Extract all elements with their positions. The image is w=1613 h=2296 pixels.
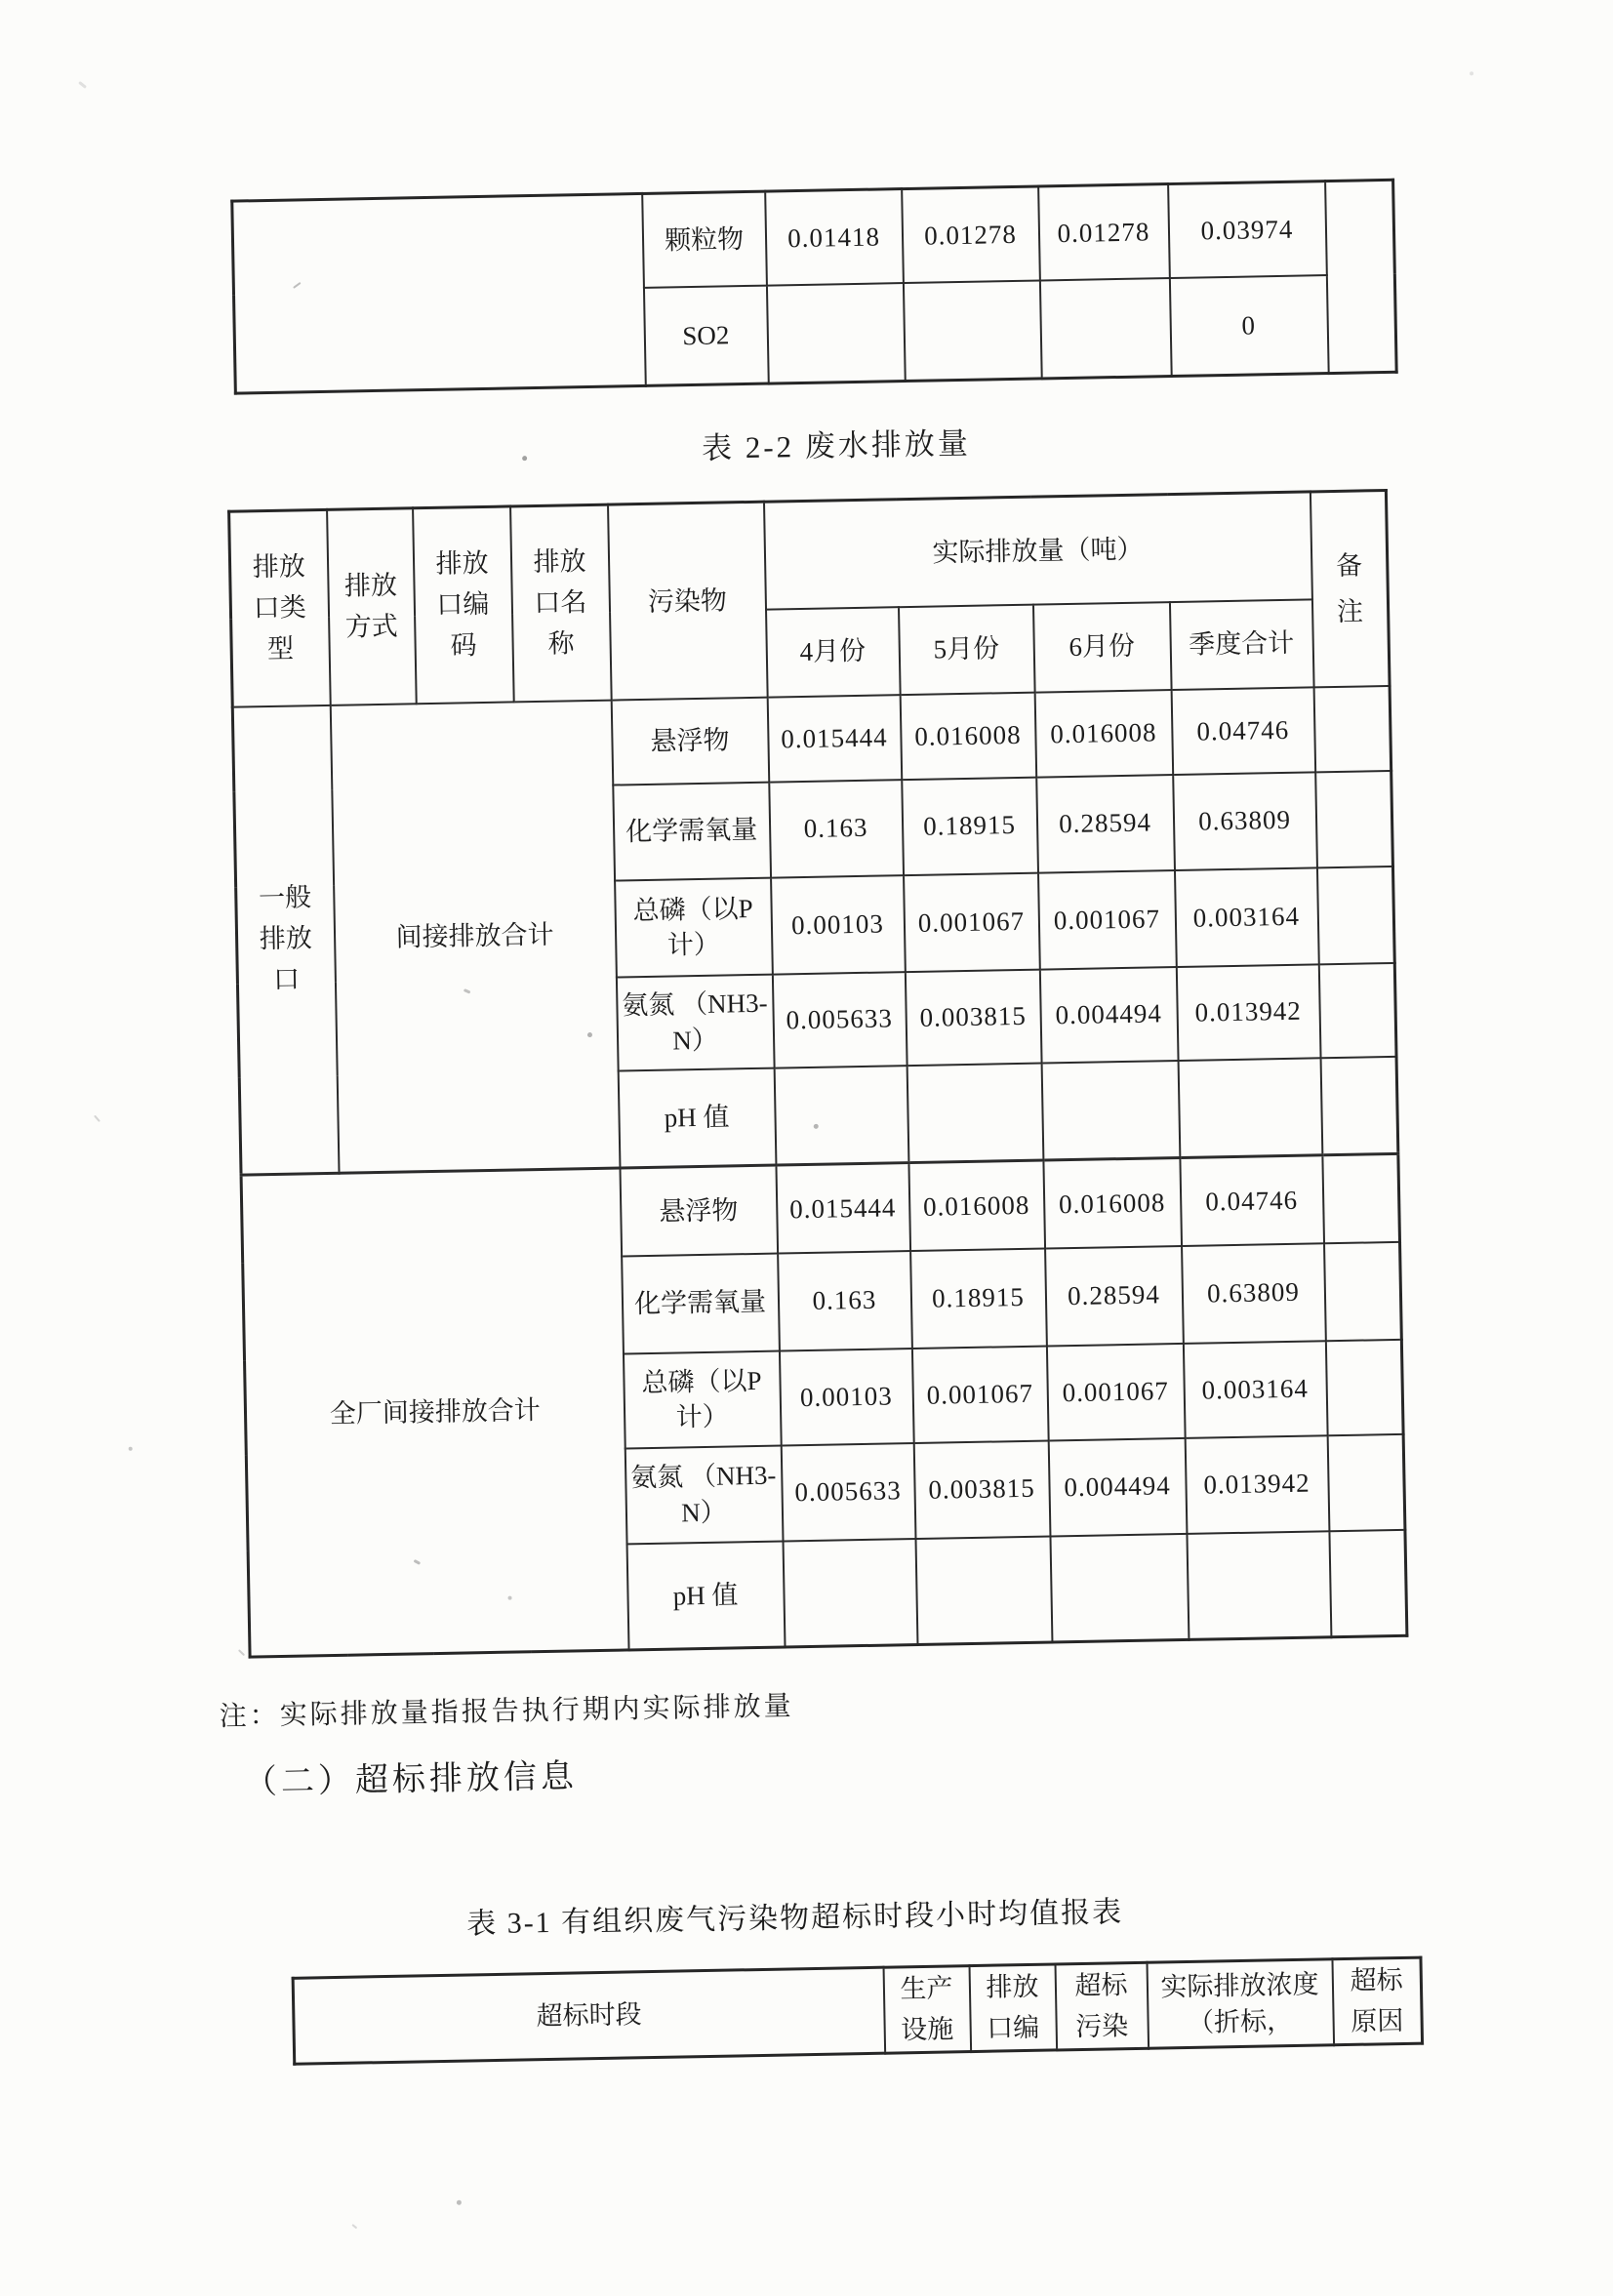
table2-2-title: 表 2-2 废水排放量 bbox=[701, 425, 972, 465]
remark-cell bbox=[1320, 1056, 1398, 1154]
value-cell: 0.003815 bbox=[905, 969, 1041, 1066]
header-actual-amount: 实际排放量（吨） bbox=[763, 492, 1311, 609]
header-outlet-code bbox=[969, 1964, 1057, 2052]
pollutant-cell: 总磷（以P计） bbox=[623, 1350, 781, 1448]
pollutant-cell: pH 值 bbox=[618, 1067, 776, 1168]
value-cell: 0.005633 bbox=[772, 972, 907, 1067]
wastewater-discharge-table bbox=[227, 489, 1408, 1659]
value-cell bbox=[1187, 1531, 1331, 1640]
remark-cell bbox=[1313, 685, 1391, 771]
remark-cell bbox=[1318, 962, 1396, 1057]
value-cell: 0.001067 bbox=[1038, 870, 1177, 970]
header-discharge-method bbox=[327, 508, 417, 705]
header-outlet-code-label: 排放口编 bbox=[986, 1971, 1040, 2043]
value-cell bbox=[766, 283, 905, 384]
header-exceedance-period: 超标时段 bbox=[293, 1967, 885, 2064]
header-discharge-method-label: 排放方式 bbox=[343, 570, 399, 642]
remark-cell bbox=[1315, 770, 1393, 866]
value-cell: 0.01418 bbox=[765, 189, 904, 286]
group-label-cell: 全厂间接排放合计 bbox=[241, 1168, 628, 1657]
value-cell: 0.003815 bbox=[913, 1440, 1050, 1539]
value-cell bbox=[774, 1066, 908, 1165]
header-month-june: 6月份 bbox=[1032, 602, 1171, 693]
remark-cell bbox=[1324, 1241, 1402, 1340]
value-cell: 0.18915 bbox=[910, 1248, 1047, 1349]
group-label-cell: 间接排放合计 bbox=[330, 700, 620, 1173]
value-cell: 0 bbox=[1169, 275, 1328, 377]
value-cell: 0.01278 bbox=[902, 186, 1040, 283]
value-cell: 0.016008 bbox=[908, 1160, 1045, 1251]
empty-merged-cell bbox=[232, 193, 646, 393]
value-cell: 0.013942 bbox=[1185, 1435, 1329, 1534]
scan-speck bbox=[94, 1115, 101, 1122]
header-outlet-code-label: 排放口编码 bbox=[435, 547, 490, 661]
value-cell: 0.016008 bbox=[1043, 1157, 1182, 1248]
value-cell: 0.001067 bbox=[911, 1346, 1048, 1443]
value-cell bbox=[915, 1536, 1052, 1645]
pollutant-cell: 颗粒物 bbox=[642, 191, 767, 287]
value-cell: 0.015444 bbox=[767, 695, 902, 782]
scan-speck bbox=[351, 2224, 357, 2229]
scan-speck bbox=[587, 1032, 592, 1037]
outlet-type-label: 一般排放口 bbox=[258, 882, 313, 995]
header-remark-label: 备注 bbox=[1335, 549, 1364, 626]
header-month-april: 4月份 bbox=[766, 607, 901, 697]
value-cell: 0.28594 bbox=[1036, 775, 1175, 873]
scan-speck bbox=[238, 1649, 245, 1656]
value-cell: 0.004494 bbox=[1048, 1437, 1187, 1536]
value-cell: 0.01278 bbox=[1038, 184, 1170, 280]
value-cell: 0.163 bbox=[778, 1251, 912, 1350]
value-cell: 0.015444 bbox=[776, 1163, 910, 1253]
value-cell: 0.00103 bbox=[771, 875, 906, 974]
exceedance-table-header bbox=[292, 1956, 1424, 2066]
header-exceedance-reason bbox=[1332, 1957, 1423, 2045]
previous-table-tail bbox=[230, 179, 1397, 395]
value-cell: 0.013942 bbox=[1176, 964, 1320, 1061]
header-pollutant: 污染物 bbox=[608, 502, 768, 700]
value-cell: 0.004494 bbox=[1039, 967, 1178, 1064]
value-cell: 0.63809 bbox=[1173, 772, 1317, 870]
value-cell: 0.016008 bbox=[1034, 690, 1173, 778]
header-production-facility-label: 生产设施 bbox=[900, 1973, 954, 2044]
pollutant-cell: 总磷（以P计） bbox=[615, 877, 773, 977]
value-cell bbox=[1178, 1058, 1322, 1158]
header-remark bbox=[1310, 491, 1390, 687]
scan-speck bbox=[814, 1124, 819, 1129]
value-cell: 0.18915 bbox=[902, 777, 1038, 875]
remark-cell bbox=[1327, 1433, 1405, 1530]
scan-speck bbox=[78, 81, 87, 89]
value-cell: 0.63809 bbox=[1182, 1243, 1326, 1344]
value-cell bbox=[907, 1063, 1043, 1163]
header-exceeding-pollutant bbox=[1055, 1962, 1149, 2050]
value-cell: 0.001067 bbox=[1046, 1343, 1185, 1440]
value-cell: 0.04746 bbox=[1180, 1155, 1324, 1246]
value-cell bbox=[1041, 1061, 1180, 1161]
pollutant-cell: SO2 bbox=[643, 285, 768, 385]
value-cell bbox=[1050, 1533, 1189, 1642]
table3-1-title: 表 3-1 有组织废气污染物超标时段小时均值报表 bbox=[465, 1896, 1124, 1941]
scan-speck bbox=[522, 456, 527, 461]
header-row-1 bbox=[229, 491, 1389, 620]
remark-cell bbox=[1325, 1339, 1403, 1434]
header-outlet-type-label: 排放口类型 bbox=[252, 551, 306, 664]
header-outlet-code bbox=[413, 506, 514, 704]
header-quarter-total: 季度合计 bbox=[1169, 599, 1313, 690]
section-heading: （二）超标排放信息 bbox=[243, 1758, 579, 1801]
header-outlet-name bbox=[510, 504, 612, 702]
scan-speck bbox=[457, 2200, 462, 2205]
scan-speck bbox=[1470, 71, 1473, 75]
header-outlet-name-label: 排放口名称 bbox=[533, 546, 587, 659]
scan-speck bbox=[508, 1596, 512, 1600]
value-cell: 0.003164 bbox=[1174, 867, 1318, 967]
value-cell: 0.005633 bbox=[781, 1443, 915, 1541]
pollutant-cell: 氨氮 （NH3-N） bbox=[625, 1445, 783, 1544]
pollutant-cell: 悬浮物 bbox=[611, 697, 769, 785]
remark-cell bbox=[1316, 866, 1394, 963]
pollutant-cell: pH 值 bbox=[626, 1541, 785, 1650]
header-actual-concentration: 实际排放浓度（折标， bbox=[1147, 1959, 1334, 2048]
value-cell bbox=[1039, 278, 1171, 379]
remark-cell bbox=[1322, 1153, 1400, 1242]
table2-2-footnote: 注：实际排放量指报告执行期内实际排放量 bbox=[219, 1691, 794, 1733]
value-cell: 0.163 bbox=[769, 780, 904, 877]
header-month-may: 5月份 bbox=[898, 604, 1034, 695]
outlet-type-cell bbox=[232, 705, 339, 1175]
pollutant-cell: 氨氮 （NH3-N） bbox=[616, 974, 774, 1070]
value-cell bbox=[783, 1539, 917, 1647]
value-cell: 0.003164 bbox=[1183, 1341, 1327, 1438]
value-cell: 0.04746 bbox=[1171, 687, 1315, 775]
header-exceeding-pollutant-label: 超标污染 bbox=[1074, 1969, 1129, 2041]
value-cell: 0.001067 bbox=[904, 872, 1040, 972]
scan-speck bbox=[129, 1447, 133, 1451]
header-row bbox=[293, 1957, 1422, 2064]
pollutant-cell: 悬浮物 bbox=[620, 1165, 778, 1256]
value-cell bbox=[903, 280, 1041, 382]
pollutant-cell: 化学需氧量 bbox=[622, 1253, 780, 1353]
value-cell: 0.03974 bbox=[1168, 181, 1327, 278]
value-cell: 0.28594 bbox=[1045, 1245, 1184, 1346]
value-cell: 0.016008 bbox=[900, 692, 1036, 780]
header-outlet-type bbox=[229, 509, 331, 706]
value-cell: 0.00103 bbox=[779, 1349, 913, 1445]
remark-cell bbox=[1329, 1529, 1407, 1636]
header-production-facility bbox=[883, 1966, 971, 2054]
pollutant-cell: 化学需氧量 bbox=[613, 782, 771, 880]
header-exceedance-reason-label: 超标原因 bbox=[1350, 1964, 1404, 2036]
remark-cell bbox=[1325, 180, 1397, 373]
